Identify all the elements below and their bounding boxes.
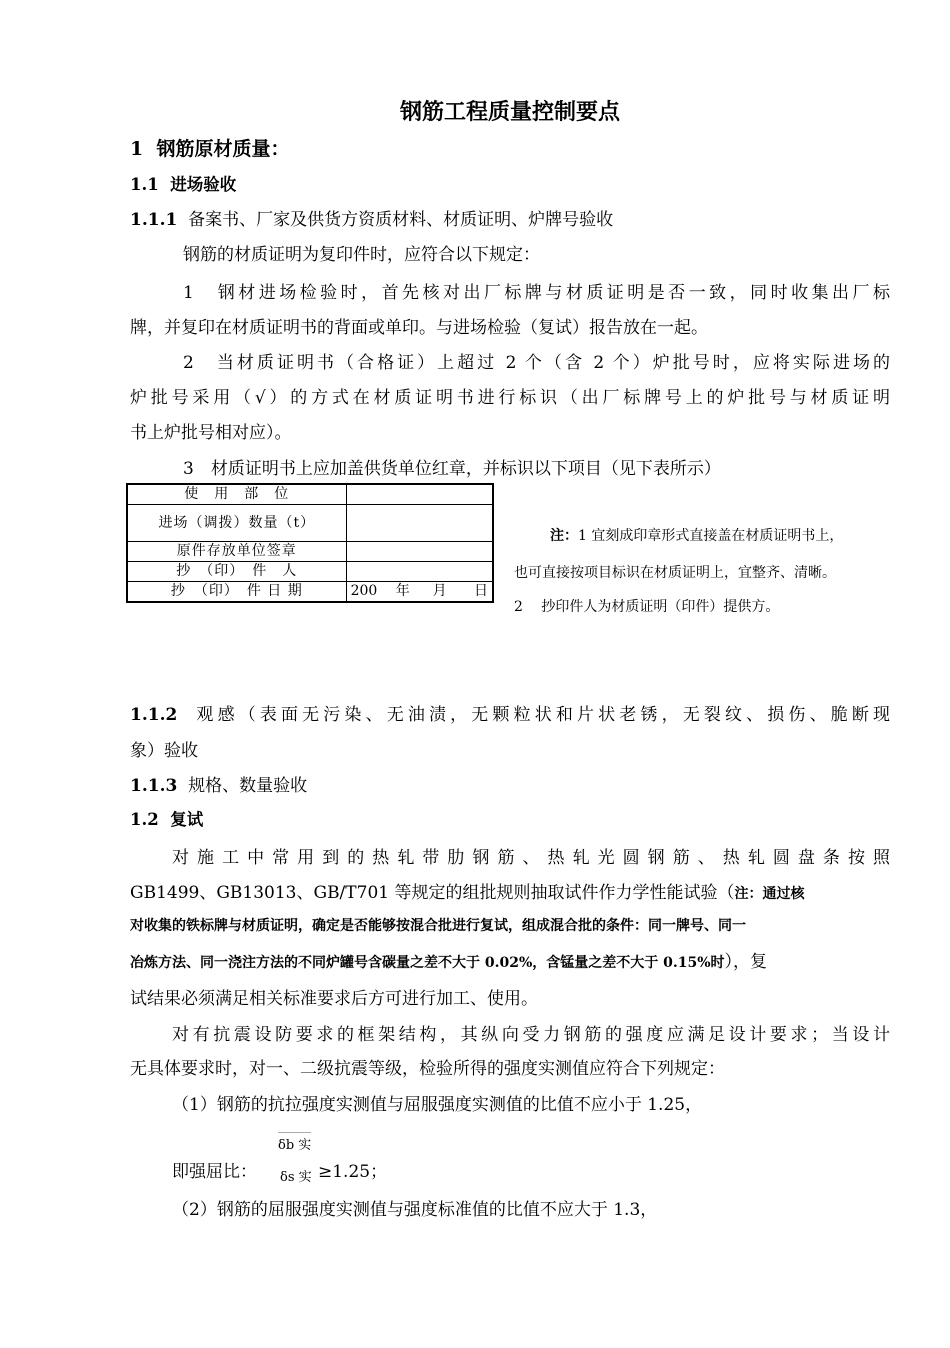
table-cell-value bbox=[346, 484, 493, 505]
section-1-heading bbox=[130, 134, 289, 161]
table-cell-label: 原件存放单位签章 bbox=[127, 542, 346, 562]
table-cell-label: 抄 （印） 件 日 期 bbox=[127, 582, 346, 603]
table-cell-label: 抄 （印） 件 人 bbox=[127, 562, 346, 582]
retest-note-line-2: 冶炼方法、同一浇注方法的不同炉罐号含碳量之差不大于 0.02%，含锰量之差不大于 0.15%时 bbox=[130, 955, 725, 971]
stamp-table bbox=[126, 483, 494, 603]
section-1-1-2-line-2: 象）验收 bbox=[130, 741, 198, 761]
section-number: 1.1 bbox=[130, 175, 159, 194]
section-title: 复试 bbox=[170, 810, 204, 829]
table-cell-label: 使 用 部 位 bbox=[127, 484, 346, 505]
table-row bbox=[127, 562, 493, 582]
table-note-line-3: 2 抄印件人为材质证明（印件）提供方。 bbox=[514, 599, 780, 615]
section-number: 1.1.3 bbox=[130, 776, 178, 796]
ratio-label: 即强屈比： bbox=[172, 1162, 257, 1182]
item-1-line-2: 牌，并复印在材质证明书的背面或单印。与进场检验（复试）报告放在一起。 bbox=[130, 318, 708, 338]
item-1-line-1: 1 钢材进场检验时，首先核对出厂标牌与材质证明是否一致，同时收集出厂标 bbox=[183, 283, 890, 303]
ratio-numerator: δb 实 bbox=[278, 1132, 311, 1153]
table-row bbox=[127, 484, 493, 505]
section-title: 进场验收 bbox=[170, 175, 237, 194]
table-cell-value bbox=[346, 542, 493, 562]
table-note-line-1 bbox=[550, 525, 843, 545]
section-text: 观感（表面无污染、无油渍，无颗粒状和片状老锈，无裂纹、损伤、脆断现 bbox=[196, 705, 890, 725]
section-number: 1.1.1 bbox=[130, 210, 178, 230]
note-text: 1 宜刻成印章形式直接盖在材质证明书上， bbox=[578, 528, 844, 544]
section-1-1-2-line-1 bbox=[130, 700, 890, 725]
retest-line-4 bbox=[130, 947, 767, 972]
retest-text: GB1499、GB13013、GB/T701 等规定的组批规则抽取试件作力学性能试验（ bbox=[130, 883, 735, 903]
section-title: 钢筋原材质量： bbox=[156, 138, 290, 160]
item-2-line-1: 2 当材质证明书（合格证）上超过 2 个（含 2 个）炉批号时，应将实际进场的 bbox=[183, 353, 890, 373]
retest-line-2 bbox=[130, 878, 804, 903]
section-number: 1.2 bbox=[130, 810, 159, 829]
seismic-line-1: 对有抗震设防要求的框架结构，其纵向受力钢筋的强度应满足设计要求；当设计 bbox=[172, 1025, 890, 1045]
section-title: 备案书、厂家及供货方资质材料、材质证明、炉牌号验收 bbox=[188, 210, 614, 230]
item-2-line-2: 炉批号采用（√）的方式在材质证明书进行标识（出厂标牌号上的炉批号与材质证明 bbox=[130, 388, 890, 408]
requirement-1: （1）钢筋的抗拉强度实测值与屈服强度实测值的比值不应小于 1.25， bbox=[172, 1095, 703, 1115]
table-row bbox=[127, 505, 493, 542]
page-title: 钢筋工程质量控制要点 bbox=[399, 100, 620, 125]
retest-line-5: 试结果必须满足相关标准要求后方可进行加工、使用。 bbox=[130, 989, 538, 1009]
section-number: 1 bbox=[130, 138, 144, 160]
section-number: 1.1.2 bbox=[130, 705, 178, 725]
table-row bbox=[127, 542, 493, 562]
table-cell-label: 进场（调拨）数量（t） bbox=[127, 505, 346, 542]
retest-note-label: 注：通过核 bbox=[734, 886, 805, 902]
item-3: 3 材质证明书上应加盖供货单位红章，并标识以下项目（见下表所示） bbox=[183, 459, 721, 479]
section-1-1-heading bbox=[130, 171, 236, 195]
section-1-2-heading bbox=[130, 806, 203, 830]
ratio-condition: ≥1.25； bbox=[318, 1162, 388, 1182]
intro-paragraph: 钢筋的材质证明为复印件时，应符合以下规定： bbox=[183, 245, 540, 265]
section-title: 规格、数量验收 bbox=[188, 776, 308, 796]
requirement-2: （2）钢筋的屈服强度实测值与强度标准值的比值不应大于 1.3， bbox=[172, 1200, 658, 1220]
section-1-1-3-heading bbox=[130, 771, 307, 796]
retest-line-1: 对施工中常用到的热轧带肋钢筋、热轧光圆钢筋、热轧圆盘条按照 bbox=[172, 848, 890, 868]
retest-note-line-1: 对收集的铁标牌与材质证明，确定是否能够按混合批进行复试，组成混合批的条件：同一牌号、同一 bbox=[130, 918, 746, 934]
ratio-denominator: δs 实 bbox=[280, 1170, 312, 1185]
table-row bbox=[127, 582, 493, 603]
table-cell-value bbox=[346, 505, 493, 542]
table-cell-value bbox=[346, 562, 493, 582]
note-label: 注： bbox=[550, 528, 578, 544]
item-2-line-3: 书上炉批号相对应）。 bbox=[130, 423, 292, 443]
section-1-1-1-heading bbox=[130, 205, 613, 230]
table-cell-value: 200 年 月 日 bbox=[346, 582, 493, 603]
seismic-line-2: 无具体要求时，对一、二级抗震等级，检验所得的强度实测值应符合下列规定： bbox=[130, 1059, 725, 1079]
retest-text: ），复 bbox=[724, 952, 768, 972]
table-note-line-2: 也可直接按项目标识在材质证明上，宜整齐、清晰。 bbox=[514, 565, 836, 581]
